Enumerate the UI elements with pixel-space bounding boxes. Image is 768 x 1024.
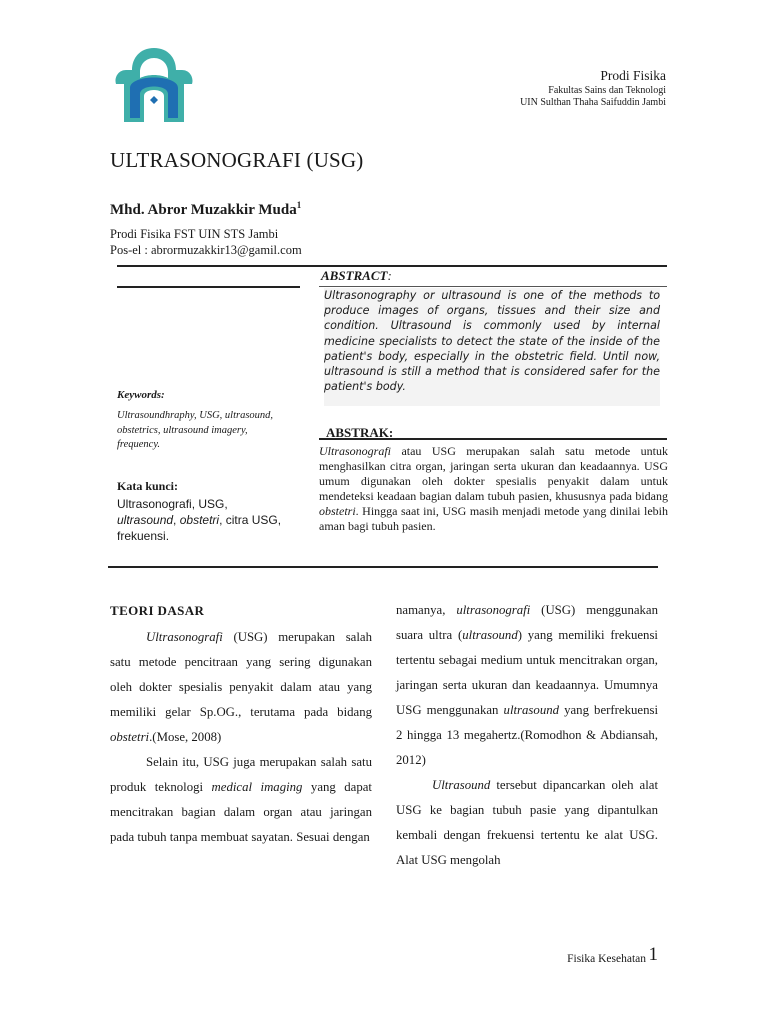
header-faculty: Fakultas Sains dan Teknologi	[548, 85, 666, 96]
p3-a: namanya,	[396, 603, 457, 617]
p3-b: ultrasonografi	[456, 603, 531, 617]
paragraph-1	[110, 625, 372, 750]
kk-1: Ultrasonografi, USG,	[117, 497, 228, 511]
abstract-text: Ultrasonography or ultrasound is one of the methods to produce images of organs, tissues and their size and condition. Ultrasound is commonly used by internal medicine specialists to detect the state of the inside of the patient's body, especially in the obstetric field. Until now, ultrasound is still a method that is considered safer for the patient's body.	[324, 288, 660, 406]
abstrak-text-4: . Hingga saat ini, USG masih menjadi metode yang dinilai lebih aman bagi tubuh pasien.	[319, 504, 668, 533]
kk-4: obstetri	[179, 513, 220, 527]
kata-kunci-heading: Kata kunci:	[117, 479, 179, 493]
paragraph-2	[110, 750, 372, 850]
body-column-left	[110, 598, 372, 850]
keywords-heading: Keywords:	[117, 389, 165, 401]
p3-e: ) yang memiliki frekuensi tertentu sebagai medium untuk mencitrakan organ, jaringan serta ukuran dan keadaannya. Umumnya USG menggunakan	[396, 628, 658, 717]
abstrak-text	[319, 444, 668, 534]
p2-b: medical imaging	[211, 780, 303, 794]
p3-d: ultrasound	[462, 628, 518, 642]
kk-3: ,	[173, 513, 180, 527]
p1-d: .(Mose, 2008)	[149, 730, 222, 744]
abstract-head-rule	[319, 286, 667, 287]
kata-kunci-text	[117, 496, 287, 544]
p4-a: Ultrasound	[432, 778, 491, 792]
abstract-top-rule	[117, 265, 667, 267]
author-email: Pos-el : abrormuzakkir13@gamil.com	[110, 243, 302, 257]
paragraph-3	[396, 598, 658, 773]
author-superscript: 1	[296, 200, 302, 210]
abstrak-text-3: obstetri	[319, 504, 356, 518]
section-heading: TEORI DASAR	[110, 603, 205, 618]
abstrak-text-1: Ultrasonografi	[319, 444, 392, 458]
kk-2: ultrasound	[117, 513, 174, 527]
abstract-bottom-rule	[108, 566, 658, 568]
p4-b: tersebut dipancarkan oleh alat USG ke bagian tubuh pasie yang dipantulkan kembali dengan frekuensi tertentu ke alat USG. Alat USG mengolah	[396, 778, 658, 867]
abstrak-heading: ABSTRAK:	[326, 425, 394, 440]
abstract-heading	[321, 268, 392, 284]
keywords-top-rule	[117, 286, 300, 288]
author-name-text: Mhd. Abror Muzakkir Muda	[110, 202, 297, 218]
header-program: Prodi Fisika	[600, 68, 666, 83]
abstrak-text-2: atau USG merupakan salah satu metode untuk menghasilkan citra organ, jaringan serta ukuran dan keadaannya. USG umum digunakan oleh dokter spesialis penyakit dalam untuk mendeteksi keadaan bagian dalam tubuh pasien, khususnya pada bidang	[319, 444, 668, 503]
university-logo	[110, 44, 198, 128]
header-university: UIN Sulthan Thaha Saifuddin Jambi	[520, 97, 666, 108]
p3-g: yang berfrekuensi 2 hingga 13 megahertz.(Romodhon & Abdiansah, 2012)	[396, 703, 659, 767]
p2-a: Selain itu, USG juga merupakan salah satu produk teknologi	[110, 755, 372, 794]
body-column-right	[396, 598, 658, 873]
p1-a: Ultrasonografi	[146, 630, 223, 644]
p2-c: yang dapat mencitrakan bagian dalam organ atau jaringan pada tubuh tanpa membuat sayatan. Sesuai dengan	[110, 780, 372, 844]
p1-b: (USG) merupakan salah satu metode pencitraan yang sering digunakan oleh dokter spesialis penyakit dalam atau yang memiliki gelar Sp.OG., terutama pada bidang	[110, 630, 372, 719]
paragraph-4	[396, 773, 658, 873]
abstract-heading-text: ABSTRACT	[321, 268, 388, 283]
p3-c: (USG) menggunakan suara ultra (	[396, 603, 658, 642]
author-affiliation: Prodi Fisika FST UIN STS Jambi	[110, 227, 279, 241]
footer-label: Fisika Kesehatan	[567, 953, 646, 965]
paper-title: ULTRASONOGRAFI (USG)	[110, 148, 364, 172]
page-number: 1	[648, 944, 658, 965]
abstract-heading-suffix: :	[387, 268, 392, 283]
kk-5: , citra USG, frekuensi.	[117, 513, 282, 543]
keywords-text: Ultrasoundhraphy, USG, ultrasound, obstetrics, ultrasound imagery, frequency.	[117, 410, 274, 450]
author-name	[110, 200, 301, 219]
p1-c: obstetri	[110, 730, 150, 744]
p3-f: ultrasound	[503, 703, 560, 717]
